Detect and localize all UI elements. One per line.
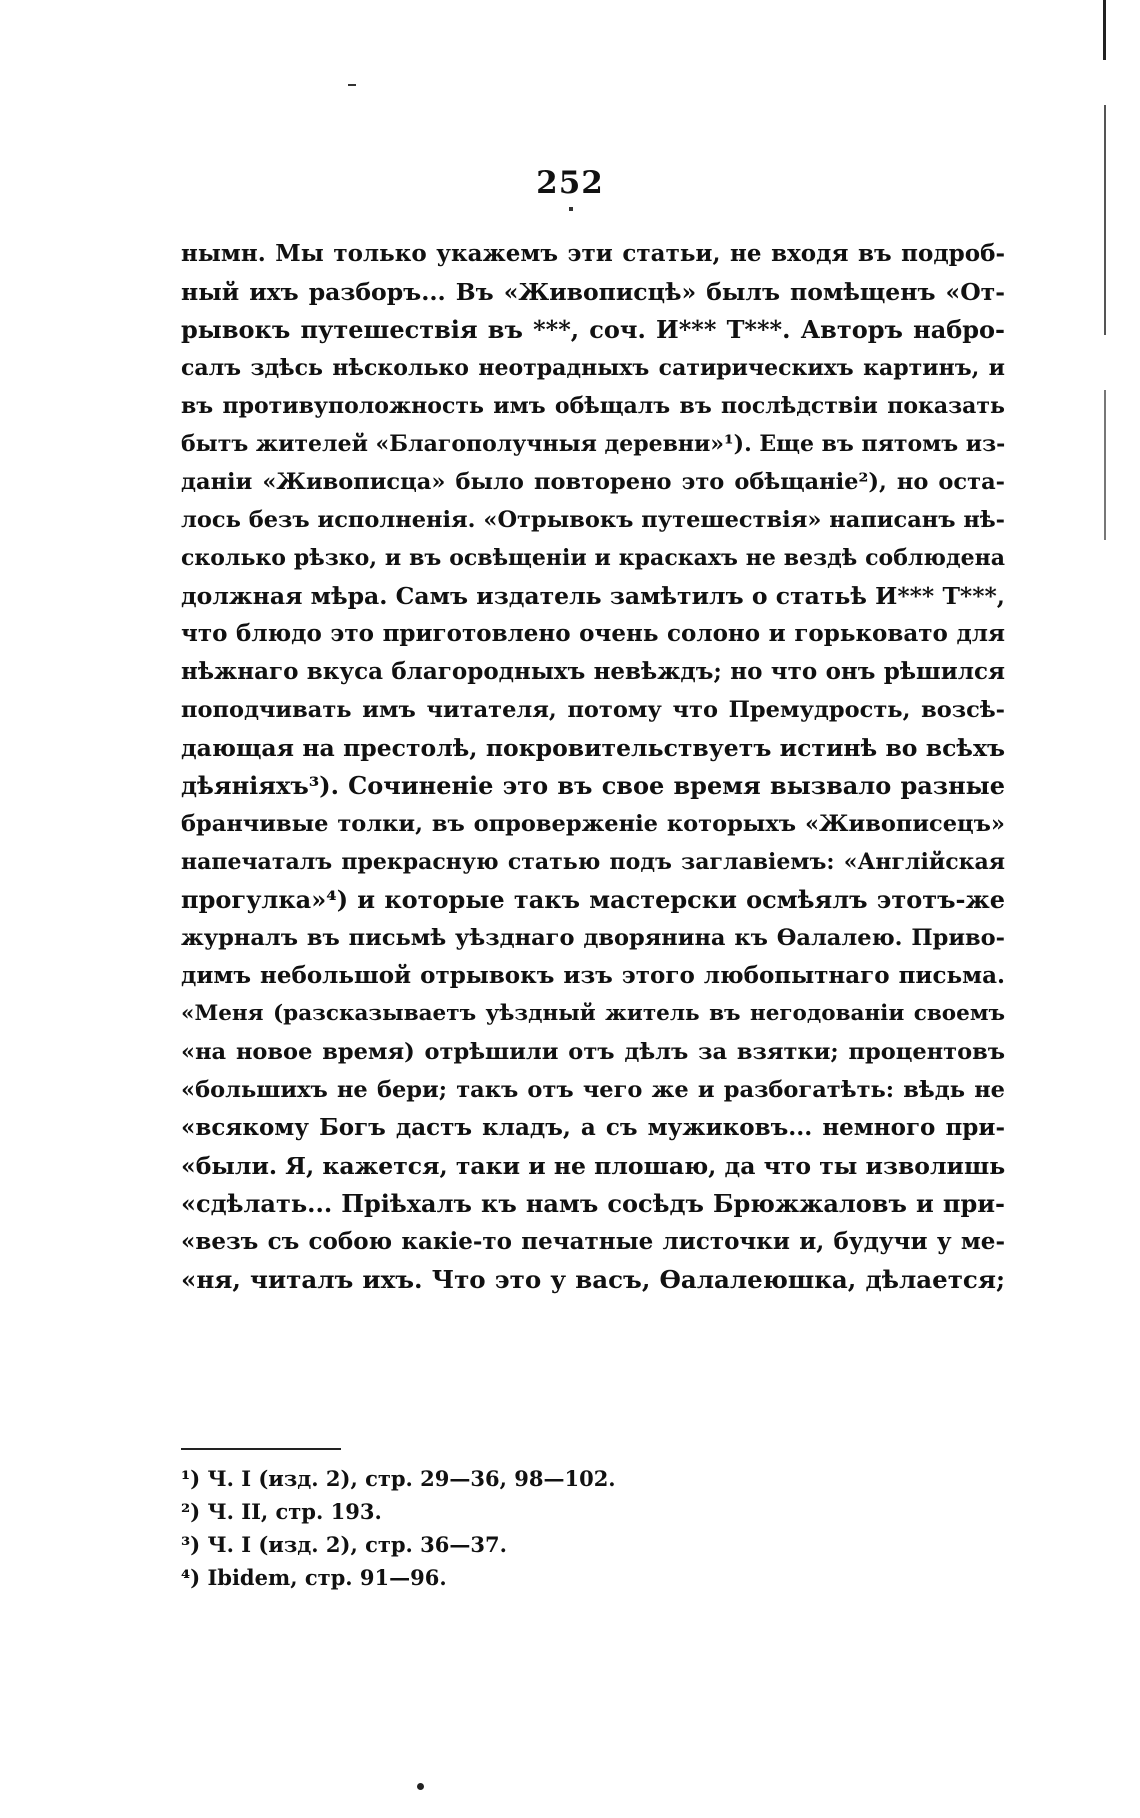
text-line: дѣяніяхъ³). Сочиненіе это въ свое время вызвало разные bbox=[181, 771, 1005, 800]
text-line: сколько рѣзко, и въ освѣщеніи и краскахъ не вездѣ соблюдена bbox=[181, 545, 1005, 571]
text-line: «на новое время) отрѣшили отъ дѣлъ за взятки; процентовъ bbox=[181, 1039, 1005, 1065]
text-line: димъ небольшой отрывокъ изъ этого любопытнаго письма. bbox=[181, 962, 1005, 989]
text-line: прогулка»⁴) и которые такъ мастерски осмѣялъ этотъ-же bbox=[181, 885, 1005, 914]
text-line: журналъ въ письмѣ уѣзднаго дворянина къ Ѳалалею. Приво- bbox=[181, 925, 1005, 951]
text-line: бытъ жителей «Благополучныя деревни»¹). Еще въ пятомъ из- bbox=[181, 431, 1005, 457]
text-line: должная мѣра. Самъ издатель замѣтилъ о статьѣ И*** Т***, bbox=[181, 582, 1005, 610]
text-line: «Меня (разсказываетъ уѣздный житель въ негодованіи своемъ bbox=[181, 1001, 1005, 1026]
text-line: напечаталъ прекрасную статью подъ заглавіемъ: «Англійская bbox=[181, 849, 1005, 875]
page-edge-mark bbox=[1104, 390, 1106, 540]
footnote: ²) Ч. II, стр. 193. bbox=[181, 1499, 382, 1524]
text-line: поподчивать имъ читателя, потому что Премудрость, возсѣ- bbox=[181, 697, 1005, 723]
text-line: «всякому Богъ дастъ кладъ, а съ мужиковъ... немного при- bbox=[181, 1114, 1005, 1141]
footnote: ⁴) Ibidem, стр. 91—96. bbox=[181, 1565, 447, 1590]
text-line: даніи «Живописца» было повторено это обѣщаніе²), но оста- bbox=[181, 469, 1005, 495]
page-number: 252 bbox=[536, 165, 604, 201]
text-line: «сдѣлать... Пріѣхалъ къ намъ сосѣдъ Брюжжаловъ и при- bbox=[181, 1189, 1005, 1218]
text-line: лось безъ исполненія. «Отрывокъ путешествія» написанъ нѣ- bbox=[181, 507, 1005, 533]
footnote: ³) Ч. I (изд. 2), стр. 36—37. bbox=[181, 1532, 507, 1557]
page-edge-mark bbox=[1103, 0, 1106, 60]
text-line: что блюдо это приготовлено очень солоно и горьковато для bbox=[181, 620, 1005, 647]
text-line: ный ихъ разборъ... Въ «Живописцѣ» былъ помѣщенъ «От- bbox=[181, 278, 1005, 306]
text-line: нѣжнаго вкуса благородныхъ невѣждъ; но что онъ рѣшился bbox=[181, 658, 1005, 685]
footnotes bbox=[181, 1462, 781, 1594]
body-text bbox=[181, 235, 1005, 1299]
text-line: салъ здѣсь нѣсколько неотрадныхъ сатирическихъ картинъ, и bbox=[181, 355, 1005, 381]
page-edge-mark bbox=[1104, 105, 1106, 335]
text-line: «ня, читалъ ихъ. Что это у васъ, Ѳалалеюшка, дѣлается; bbox=[181, 1265, 1005, 1294]
text-line: бранчивые толки, въ опроверженіе которыхъ «Живописецъ» bbox=[181, 811, 1005, 837]
text-line: «были. Я, кажется, таки и не плошаю, да что ты изволишь bbox=[181, 1152, 1005, 1180]
text-line: рывокъ путешествія въ ***, соч. И*** Т***. Авторъ набро- bbox=[181, 315, 1005, 344]
text-line: «большихъ не бери; такъ отъ чего же и разбогатѣть: вѣдь не bbox=[181, 1077, 1005, 1103]
text-line: въ противуположность имъ обѣщалъ въ послѣдствіи показать bbox=[181, 393, 1005, 419]
footnote: ¹) Ч. I (изд. 2), стр. 29—36, 98—102. bbox=[181, 1466, 616, 1491]
print-speck bbox=[569, 207, 573, 211]
text-line: «везъ съ собою какіе-то печатные листочки и, будучи у ме- bbox=[181, 1228, 1005, 1255]
text-line: дающая на престолѣ, покровительствуетъ истинѣ во всѣхъ bbox=[181, 734, 1005, 762]
footnote-separator bbox=[181, 1448, 341, 1450]
print-speck bbox=[348, 84, 356, 86]
print-speck bbox=[417, 1783, 424, 1790]
text-line: нымн. Мы только укажемъ эти статьи, не входя въ подроб- bbox=[181, 240, 1005, 267]
